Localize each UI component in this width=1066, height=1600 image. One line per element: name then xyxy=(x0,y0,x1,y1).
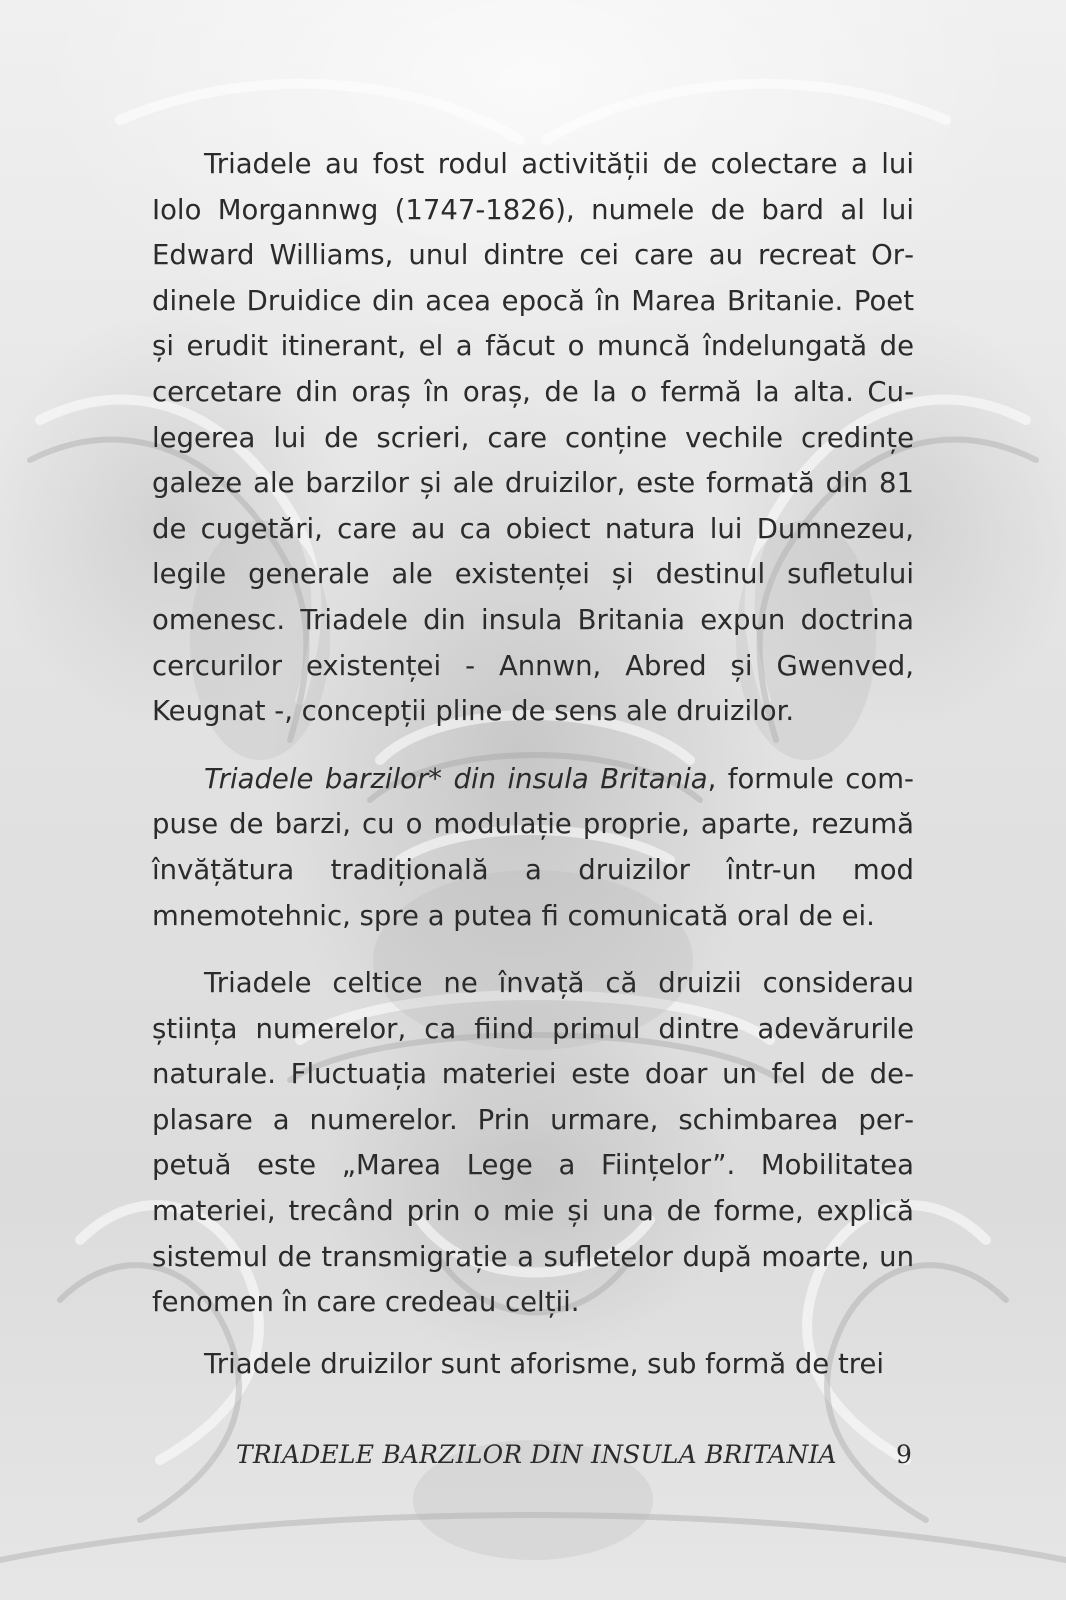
paragraph-2 xyxy=(152,757,914,939)
italic-title: Triadele barzilor* din insula Britania xyxy=(204,762,708,795)
page-number: 9 xyxy=(896,1440,912,1469)
running-footer-title: TRIADELE BARZILOR DIN INSULA BRITANIA xyxy=(236,1440,837,1469)
paragraph-3: Triadele celtice ne învață că druizii considerau știința numerelor, ca fiind primul dintre adevărurile naturale. Fluctuația materiei este doar un fel de deplasare a numerelor. Prin urmare, schimbarea perpetuă este „Marea Lege a Ființelor”. Mobilitatea materiei, trecând prin o mie și una de forme, explică sistemul de transmigrație a sufletelor după moarte, un fenomen în care credeau celții. xyxy=(152,967,914,1319)
paragraph-4: Triadele druizilor sunt aforisme, sub formă de trei xyxy=(204,1347,885,1380)
paragraph-1: Triadele au fost rodul activității de colectare a lui Iolo Morgannwg (1747-1826), numele de bard al lui Edward Williams, unul dintre cei care au recreat Ordinele Druidice din acea epocă în Marea Britanie. Poet și erudit itinerant, el a făcut o muncă îndelungată de cercetare din oraș în oraș, de la o fermă la alta. Culegerea lui de scrieri, care conține vechile credințe galeze ale barzilor și ale druizilor, este formată din 81 de cugetări, care au ca obiect natura lui Dumnezeu, legile generale ale existenței și destinul sufletului omenesc. Triadele din insula Britania expun doctrina cercurilor existenței - Annwn, Abred și Gwenved, Keugnat -, concepții pline de sens ale druizilor. xyxy=(152,148,914,728)
paragraph-2-text: , formule compuse de barzi, cu o modulație proprie, aparte, rezumă învățătura tradițională a druizilor într-un mod mnemotehnic, spre a putea fi comunicată oral de ei. xyxy=(152,762,914,932)
body-text xyxy=(152,142,914,1387)
